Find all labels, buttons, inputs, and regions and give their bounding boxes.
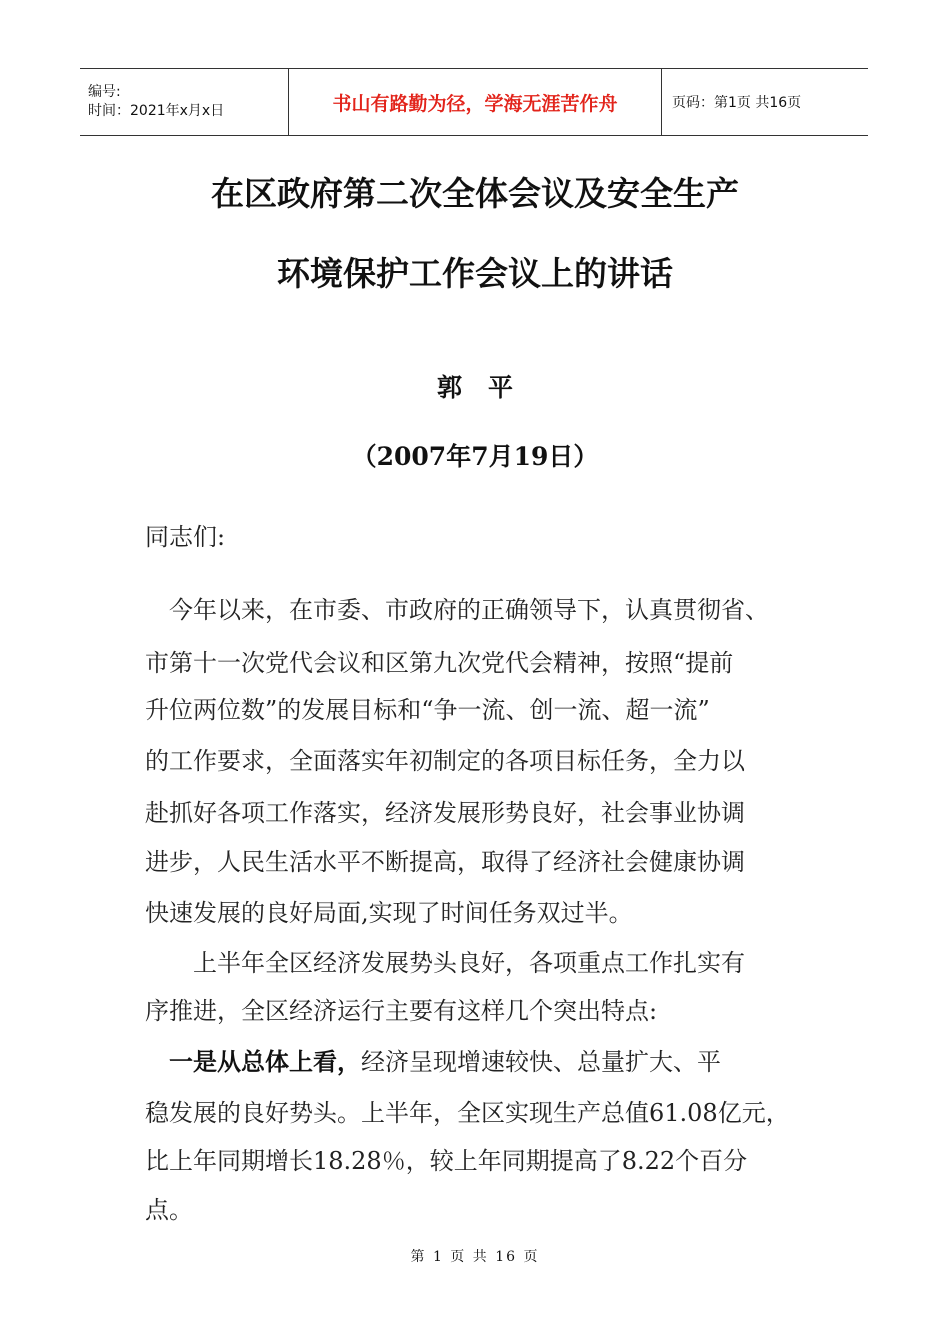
document-number-label: 编号: <box>88 84 121 100</box>
greeting: 同志们: <box>145 523 226 551</box>
header-motto: 书山有路勤为径，学海无涯苦作舟 <box>289 69 662 135</box>
body-text: 经济呈现增速较快、总量扩大、平 <box>361 1048 721 1076</box>
body-line: 赴抓好各项工作落实，经济发展形势良好，社会事业协调 <box>145 799 745 827</box>
emphasis-heading: 一是从总体上看， <box>145 1047 361 1076</box>
body-line: 升位两位数”的发展目标和“争一流、创一流、超一流” <box>145 696 710 724</box>
page-footer: 第 1 页 共 16 页 <box>410 1249 540 1265</box>
body-line: 快速发展的良好局面,实现了时间任务双过半。 <box>145 899 633 927</box>
body-line: 上半年全区经济发展势头良好，各项重点工作扎实有 <box>145 949 745 977</box>
body-line: 今年以来，在市委、市政府的正确领导下，认真贯彻省、 <box>145 596 769 624</box>
body-line: 点。 <box>145 1196 193 1224</box>
body-line: 序推进，全区经济运行主要有这样几个突出特点: <box>145 997 658 1025</box>
page-header <box>80 68 868 136</box>
body-line: 比上年同期增长18.28％，较上年同期提高了8.22个百分 <box>145 1147 748 1175</box>
body-line: 进步，人民生活水平不断提高，取得了经济社会健康协调 <box>145 848 745 876</box>
header-page-count: 页码：第1页 共16页 <box>672 95 802 111</box>
body-line: 市第十一次党代会议和区第九次党代会精神，按照“提前 <box>145 649 734 677</box>
speech-date: （2007年7月19日） <box>351 442 599 471</box>
body-line-emphasis <box>145 1042 721 1077</box>
body-line: 的工作要求，全面落实年初制定的各项目标任务，全力以 <box>145 747 745 775</box>
speech-author: 郭平 <box>436 373 539 402</box>
document-title-line-2: 环境保护工作会议上的讲话 <box>277 254 673 293</box>
document-title-line-1: 在区政府第二次全体会议及安全生产 <box>211 174 739 213</box>
body-line: 稳发展的良好势头。上半年，全区实现生产总值61.08亿元， <box>145 1099 790 1127</box>
header-meta <box>80 69 289 135</box>
document-time-label: 时间：2021年x月x日 <box>88 103 225 119</box>
